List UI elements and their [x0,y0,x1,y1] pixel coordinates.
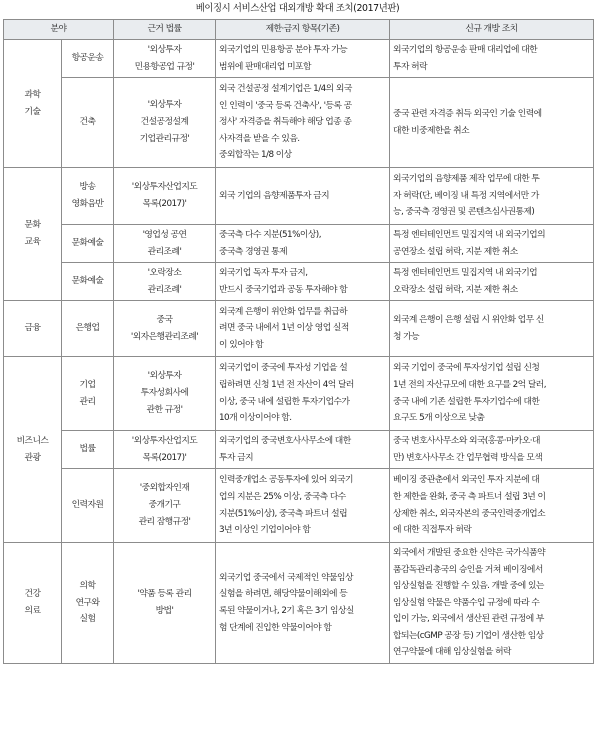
policy-table [3,19,594,664]
measure-cell: 외국 기업이 중국에 투자성기업 설립 신청 1년 전의 자산규모에 대한 요구를 2억 달러, 중국 내에 기존 설립한 투자기업수에 대한 요구도 5개 이상으로 낮춤 [390,357,594,431]
law-cell: '외상투자산업지도 목록(2017)' [114,168,216,225]
measure-cell: 외국기업의 음향제품 제작 업무에 대한 투 자 허락(단, 베이징 내 특정 지역에서만 가 능, 중국측 경영권 및 콘텐츠심사권통제) [390,168,594,225]
subfield-cell: 건축 [62,78,114,168]
measure-cell: 외국계 은행이 은행 설립 시 위안화 업무 신 청 가능 [390,301,594,357]
restriction-cell: 외국기업이 중국에 투자성 기업을 설 립하려면 신청 1년 전 자산이 4억 달러 이상, 중국 내에 설립한 투자기업수가 10개 이상이어야 함. [216,357,390,431]
subfield-cell: 방송 영화음반 [62,168,114,225]
measure-cell: 외국에서 개발된 중요한 신약은 국가식품약 품감독관리총국의 승인을 거쳐 베이징에서 임상실험을 진행할 수 있음. 개발 중에 있는 임상실험 약물은 약품수입 규정에 따라 수 입이 가능, 외국에서 생산된 관련 규정에 부 합되는(cGMP 공장 등) 기업이 생산한 임상 연구약물에 대해 임상실험을 허락 [390,543,594,664]
subfield-cell: 인력자원 [62,469,114,543]
restriction-cell: 외국기업 독자 투자 금지, 반드시 중국기업과 공동 투자해야 함 [216,263,390,301]
subfield-cell: 은행업 [62,301,114,357]
measure-cell: 중국 변호사사무소와 외국(홍콩·마카오·대 만) 변호사사무소 간 업무협력 방식을 모색 [390,431,594,469]
table-row [4,78,594,168]
restriction-cell: 외국기업의 중국변호사사무소에 대한 투자 금지 [216,431,390,469]
header-restriction: 제한·금지 항목(기존) [216,20,390,40]
measure-cell: 특정 엔터테인먼트 밀집지역 내 외국기업의 공연장소 설립 허락, 지분 제한 취소 [390,225,594,263]
subfield-cell: 항공운송 [62,40,114,78]
law-cell: '외상투자산업지도 목록(2017)' [114,431,216,469]
table-header-row [4,20,594,40]
law-cell: '외상투자 건설공정설계 기업관리규정' [114,78,216,168]
table-row [4,543,594,664]
law-cell: 중국 '외자은행관리조례' [114,301,216,357]
category-cell: 문화 교육 [4,168,62,301]
header-field: 분야 [4,20,114,40]
law-cell: '외상투자 투자성회사에 관한 규정' [114,357,216,431]
table-row [4,225,594,263]
restriction-cell: 외국계 은행이 위안화 업무를 취급하 려면 중국 내에서 1년 이상 영업 실적 이 있어야 함 [216,301,390,357]
category-cell: 건강 의료 [4,543,62,664]
measure-cell: 베이징 중관춘에서 외국인 투자 지분에 대 한 제한을 완화, 중국 측 파트너 설립 3년 이 상제한 취소, 외국자본의 중국인력중개업소 에 대한 직접투자 허락 [390,469,594,543]
table-row [4,469,594,543]
restriction-cell: 인력중개업소 공동투자에 있어 외국기 업의 지분은 25% 이상, 중국측 다수 지분(51%이상), 중국측 파트너 설립 3년 이상인 기업이어야 함 [216,469,390,543]
header-measure: 신규 개방 조치 [390,20,594,40]
subfield-cell: 기업 관리 [62,357,114,431]
table-row [4,301,594,357]
page-title: 베이징시 서비스산업 대외개방 확대 조치(2017년판) [195,3,400,14]
subfield-cell: 문화예술 [62,263,114,301]
law-cell: '중외합자인재 중개기구 관리 잠행규정' [114,469,216,543]
restriction-cell: 중국측 다수 지분(51%이상), 중국측 경영권 통제 [216,225,390,263]
header-law: 근거 법률 [114,20,216,40]
law-cell: '외상투자 민용항공업 규정' [114,40,216,78]
table-row [4,431,594,469]
restriction-cell: 외국기업 중국에서 국제적인 약물임상 실험을 하려면, 해당약물이해외에 등 록된 약물이거나, 2기 혹은 3기 임상실 험 단계에 진입한 약물이어야 함 [216,543,390,664]
subfield-cell: 문화예술 [62,225,114,263]
category-cell: 금융 [4,301,62,357]
category-cell: 비즈니스 관광 [4,357,62,543]
category-cell: 과학 기술 [4,40,62,168]
restriction-cell: 외국 기업의 음향제품투자 금지 [216,168,390,225]
table-row [4,357,594,431]
law-cell: '약품 등록 관리 방법' [114,543,216,664]
law-cell: '오락장소 관리조례' [114,263,216,301]
subfield-cell: 법률 [62,431,114,469]
measure-cell: 외국기업의 항공운송 판매 대리업에 대한 투자 허락 [390,40,594,78]
table-row [4,168,594,225]
subfield-cell: 의학 연구와 실험 [62,543,114,664]
restriction-cell: 외국 건설공정 설계기업은 1/4의 외국 인 인력이 '중국 등록 건축사', '등록 공 정사' 자격증을 취득해야 해당 업종 종 사자격을 받을 수 있음. 중외합작는 1/8 이상 [216,78,390,168]
measure-cell: 중국 관련 자격증 취득 외국인 기술 인력에 대한 비중제한을 취소 [390,78,594,168]
measure-cell: 특정 엔터테인먼트 밀집지역 내 외국기업 오락장소 설립 허락, 지분 제한 취소 [390,263,594,301]
law-cell: '영업성 공연 관리조례' [114,225,216,263]
table-row [4,40,594,78]
table-row [4,263,594,301]
restriction-cell: 외국기업의 민용항공 분야 투자 가능 범위에 판매대리업 미포함 [216,40,390,78]
